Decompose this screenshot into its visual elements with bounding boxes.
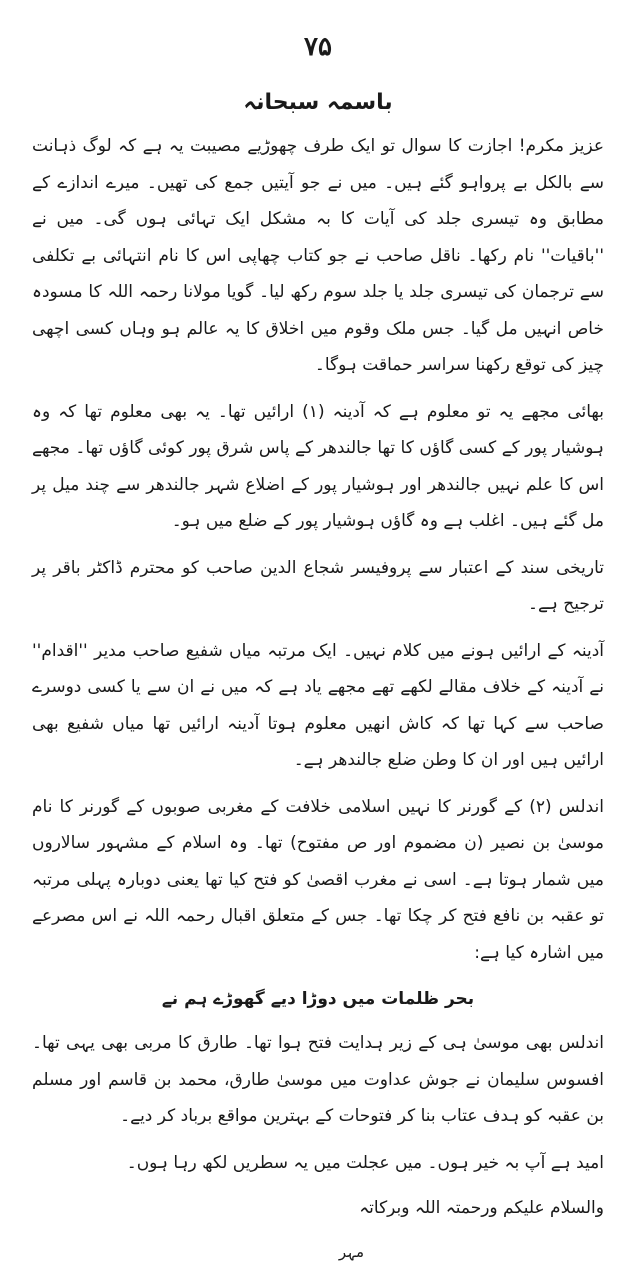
page-heading: باسمہ سبحانہ	[243, 90, 393, 115]
paragraph-1: عزیز مکرم! اجازت کا سوال تو ایک طرف چھوڑیے مصیبت یہ ہے کہ لوگ ذہانت سے بالکل بے پرواہو گئے ہیں۔ میں نے جو آیتیں جمع کی تھیں۔ میرے اندازے کے مطابق وہ تیسری جلد کی آیات کا بہ مشکل ایک تہائی ہوں گی۔ میں نے ''باقیات'' نام رکھا۔ ناقل صاحب نے جو کتاب چھاپی اس کا نام انتہائی بے تکلفی سے ترجمان کی تیسری جلد یا جلد سوم رکھ لیا۔ گویا مولانا رحمہ اللہ کا مسودہ خاص انہیں مل گیا۔ جس ملک وقوم میں اخلاق کا یہ عالم ہو وہاں کسی اچھی چیز کی توقع رکھنا سراسر حماقت ہوگا۔	[32, 136, 604, 375]
closing-salutation: والسلام علیکم ورحمتہ اللہ وبرکاتہ	[359, 1198, 604, 1218]
paragraph-7: امید ہے آپ بہ خیر ہوں۔ میں عجلت میں یہ سطریں لکھ رہا ہوں۔	[126, 1152, 604, 1173]
paragraph-4: آدینہ کے ارائیں ہونے میں کلام نہیں۔ ایک مرتبہ میاں شفیع صاحب مدیر ''اقدام'' نے آدینہ کے خلاف مقالے لکھے تھے مجھے یاد ہے کہ میں نے ان سے یا کسی دوسرے صاحب سے کہا تھا کہ کاش انھیں معلوم ہوتا آدینہ ارائیں تھا میاں شفیع بھی ارائیں ہیں اور ان کا وطن ضلع جالندھر ہے۔	[32, 640, 604, 770]
page-number: ۷۵	[304, 32, 332, 62]
paragraph-3: تاریخی سند کے اعتبار سے پروفیسر شجاع الدین صاحب کو محترم ڈاکٹر باقر پر ترجیح ہے۔	[32, 557, 604, 614]
seal-note: مہر	[338, 1243, 364, 1261]
paragraph-2: بھائی مجھے یہ تو معلوم ہے کہ آدینہ (۱) ارائیں تھا۔ یہ بھی معلوم تھا کہ وہ ہوشیار پور کے کسی گاؤں کا تھا جالندھر کے پاس شرق پور کوئی گاؤں تھا۔ مجھے اس کا علم نہیں جالندھر اور ہوشیار پور کے اضلاع شہر جالندھر سے چند میل پر مل گئے ہیں۔ اغلب ہے وہ گاؤں ہوشیار پور کے ضلع میں ہو۔	[32, 401, 604, 531]
paragraph-6: اندلس بھی موسیٰ ہی کے زیر ہدایت فتح ہوا تھا۔ طارق کا مربی بھی یہی تھا۔ افسوس سلیمان نے جوش عداوت میں موسیٰ طارق، محمد بن قاسم اور مسلم بن عقبہ کو ہدف عتاب بنا کر فتوحات کے بہترین مواقع برباد کر دیے۔	[32, 1033, 604, 1126]
paragraph-5: اندلس (۲) کے گورنر کا نہیں اسلامی خلافت کے مغربی صوبوں کے گورنر کا نام موسیٰ بن نصیر (ن مضموم اور ص مفتوح) تھا۔ وہ اسلام کے مشہور سالاروں میں شمار ہوتا ہے۔ اسی نے مغرب اقصیٰ کو فتح کیا تھا یعنی دوبارہ پہلی مرتبہ تو عقبہ بن نافع فتح کر چکا تھا۔ جس کے متعلق اقبال رحمہ اللہ نے اس مصرعے میں اشارہ کیا ہے:	[32, 796, 604, 963]
verse-quote: بحر ظلمات میں دوڑا دیے گھوڑے ہم نے	[161, 989, 475, 1009]
